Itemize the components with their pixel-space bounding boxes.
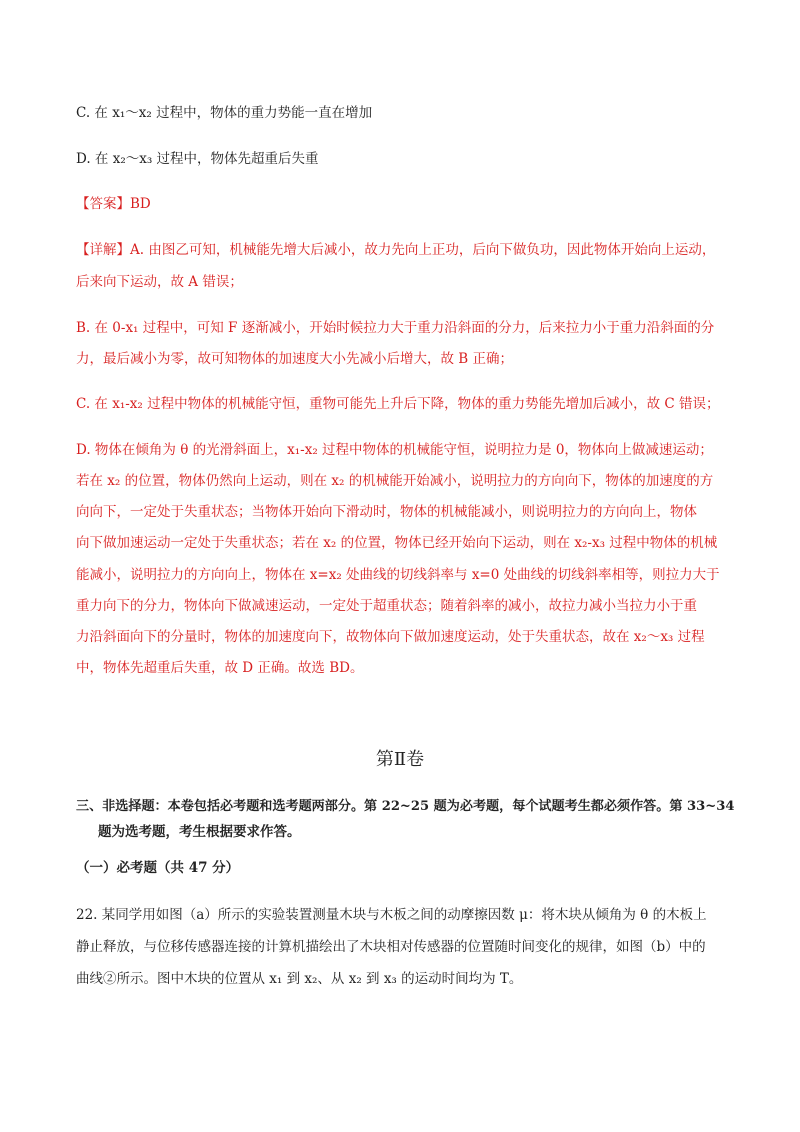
- detail-line: 若在 x₂ 的位置，物体仍然向上运动，则在 x₂ 的机械能开始减小，说明拉力的方向向下，物体的加速度的方: [76, 473, 714, 489]
- detail-line: B. 在 0-x₁ 过程中，可知 F 逐渐减小，开始时候拉力大于重力沿斜面的分力，后来拉力小于重力沿斜面的分: [76, 320, 715, 336]
- detail-line: C. 在 x₁-x₂ 过程中物体的机械能守恒，重物可能先上升后下降，物体的重力势能先增加后减小，故 C 错误；: [76, 396, 720, 412]
- detail-line: 向下做加速运动一定处于失重状态；若在 x₂ 的位置，物体已经开始向下运动，则在 x₂-x₃ 过程中物体的机械: [76, 535, 718, 551]
- detail-line: 力，最后减小为零，故可知物体的加速度大小先减小后增大，故 B 正确；: [76, 351, 514, 367]
- answer-text: 【答案】BD: [76, 196, 151, 212]
- detail-line: 后来向下运动，故 A 错误；: [76, 274, 243, 290]
- part3-instruction-line: 三、非选择题：本卷包括必考题和选考题两部分。第 22~25 题为必考题，每个试题考生都必须作答。第 33~34: [76, 799, 735, 814]
- part3-instruction-line: 题为选考题，考生根据要求作答。: [98, 824, 301, 840]
- required-heading: （一）必考题（共 47 分）: [76, 860, 240, 876]
- detail-line: 能减小，说明拉力的方向向上，物体在 x=x₂ 处曲线的切线斜率与 x=0 处曲线的切线斜率相等，则拉力大于: [76, 567, 720, 583]
- detail-line: 中，物体先超重后失重，故 D 正确。故选 BD。: [76, 660, 364, 676]
- question-22-line: 22. 某同学用如图（a）所示的实验装置测量木块与木板之间的动摩擦因数 μ：将木块从倾角为 θ 的木板上: [76, 907, 707, 923]
- detail-line: 力沿斜面向下的分量时，物体的加速度向下，故物体向下做加速度运动，处于失重状态，故在 x₂～x₃ 过程: [76, 629, 705, 645]
- section-title: 第Ⅱ卷: [375, 749, 425, 770]
- detail-line: 向向下，一定处于失重状态；当物体开始向下滑动时，物体的机械能减小，则说明拉力的方向向上，物体: [76, 504, 697, 520]
- option-c-text: C. 在 x₁～x₂ 过程中，物体的重力势能一直在增加: [76, 105, 373, 121]
- detail-line: 重力向下的分力，物体向下做减速运动，一定处于超重状态；随着斜率的减小，故拉力减小当拉力小于重: [76, 598, 697, 614]
- question-22-line: 静止释放，与位移传感器连接的计算机描绘出了木块相对传感器的位置随时间变化的规律，如图（b）中的: [76, 939, 706, 955]
- detail-line: D. 物体在倾角为 θ 的光滑斜面上，x₁-x₂ 过程中物体的机械能守恒，说明拉力是 0，物体向上做减速运动；: [76, 442, 713, 458]
- detail-line: 【详解】A. 由图乙可知，机械能先增大后减小，故力先向上正功，后向下做负功，因此物体开始向上运动，: [76, 242, 716, 258]
- option-d-text: D. 在 x₂～x₃ 过程中，物体先超重后失重: [76, 151, 319, 167]
- question-22-line: 曲线②所示。图中木块的位置从 x₁ 到 x₂、从 x₂ 到 x₃ 的运动时间均为 T。: [76, 971, 523, 987]
